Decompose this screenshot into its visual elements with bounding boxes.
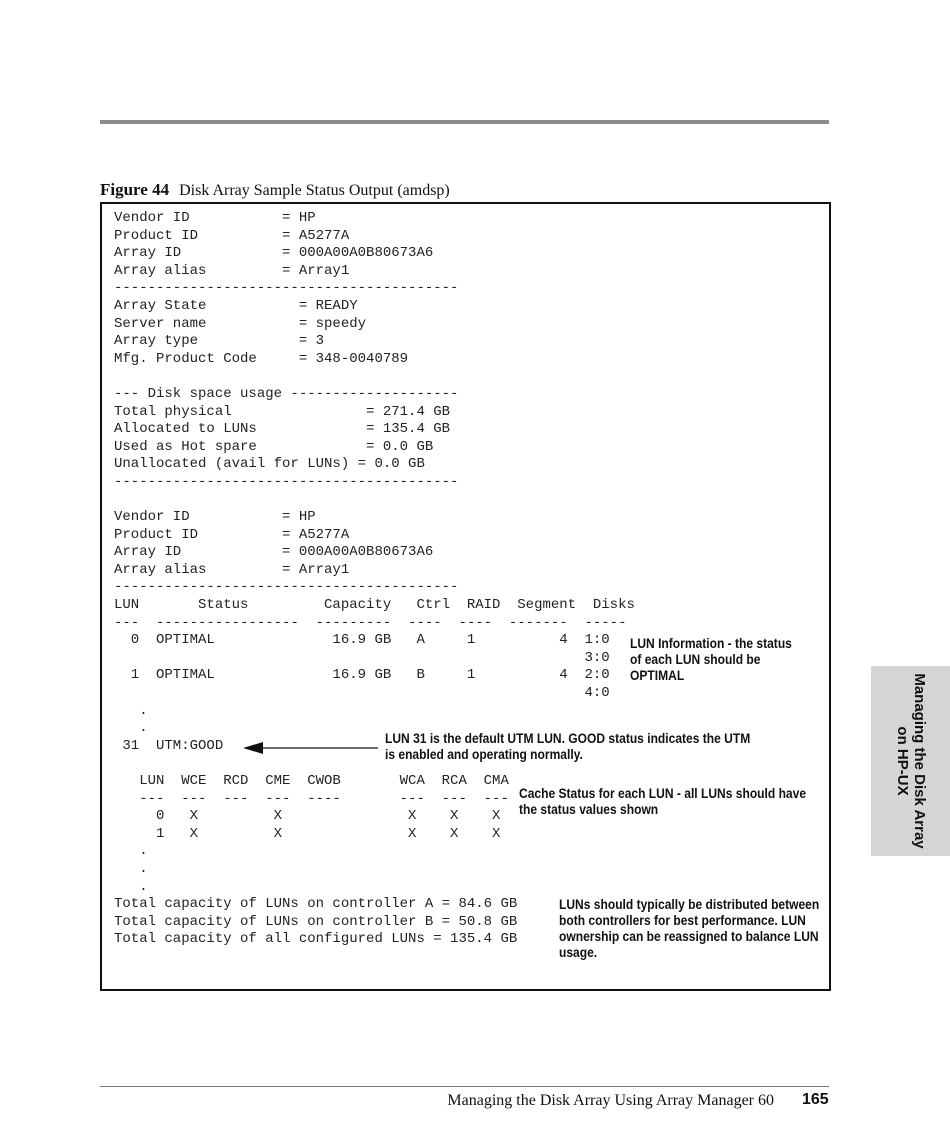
lun-status-table: LUN Status Capacity Ctrl RAID Segment Disks --- ----------------- --------- ---- ---- ------- ----- 0 OPTIMAL 16.9 GB A 1 4 1:0 3:0 1 OPTIMAL 16.9 GB B 1 4 2:0 4:0 . . 31 UTM:GOOD [114,597,635,754]
header-rule [100,120,829,124]
figure-title: Disk Array Sample Status Output (amdsp) [179,182,450,199]
figure-number: Figure 44 [100,180,170,199]
distribution-note: LUNs should typically be distributed between both controllers for best performance. LUN ownership can be reassigned to balance LUN usage. [559,896,820,960]
cache-status-table: LUN WCE RCD CME CWOB WCA RCA CMA --- --- --- --- ---- --- --- --- 0 X X X X X 1 X X X X X . . . [139,773,509,895]
side-tab-label: Managing the Disk Array on HP-UX [894,673,928,849]
page-number: 165 [802,1091,829,1108]
capacity-totals: Total capacity of LUNs on controller A = 84.6 GB Total capacity of LUNs on controller B = 50.8 GB Total capacity of all configured LUNs = 135.4 GB [114,896,518,948]
figure-caption [100,180,450,200]
footer-rule [100,1086,829,1087]
side-tab [871,666,950,856]
utm-arrow [243,738,383,758]
cache-note: Cache Status for each LUN - all LUNs should have the status values shown [519,785,807,817]
utm-note: LUN 31 is the default UTM LUN. GOOD status indicates the UTM is enabled and operating normally. [385,730,751,762]
array-status-output: Vendor ID = HP Product ID = A5277A Array ID = 000A00A0B80673A6 Array alias = Array1 ----------------------------------------- Array State = READY Server name = speedy Array type = 3 Mfg. Product Code = 348-0040789 --- Disk space usage -------------------- Total physical = 271.4 GB Allocated to LUNs = 135.4 GB Used as Hot spare = 0.0 GB Unallocated (avail for LUNs) = 0.0 GB ----------------------------------------- Vendor ID = HP Product ID = A5277A Array ID = 000A00A0B80673A6 Array alias = Array1 ----------------------------------------- [114,210,459,596]
footer-title: Managing the Disk Array Using Array Manager 60 [447,1092,774,1109]
lun-info-note: LUN Information - the status of each LUN should be OPTIMAL [630,635,792,683]
